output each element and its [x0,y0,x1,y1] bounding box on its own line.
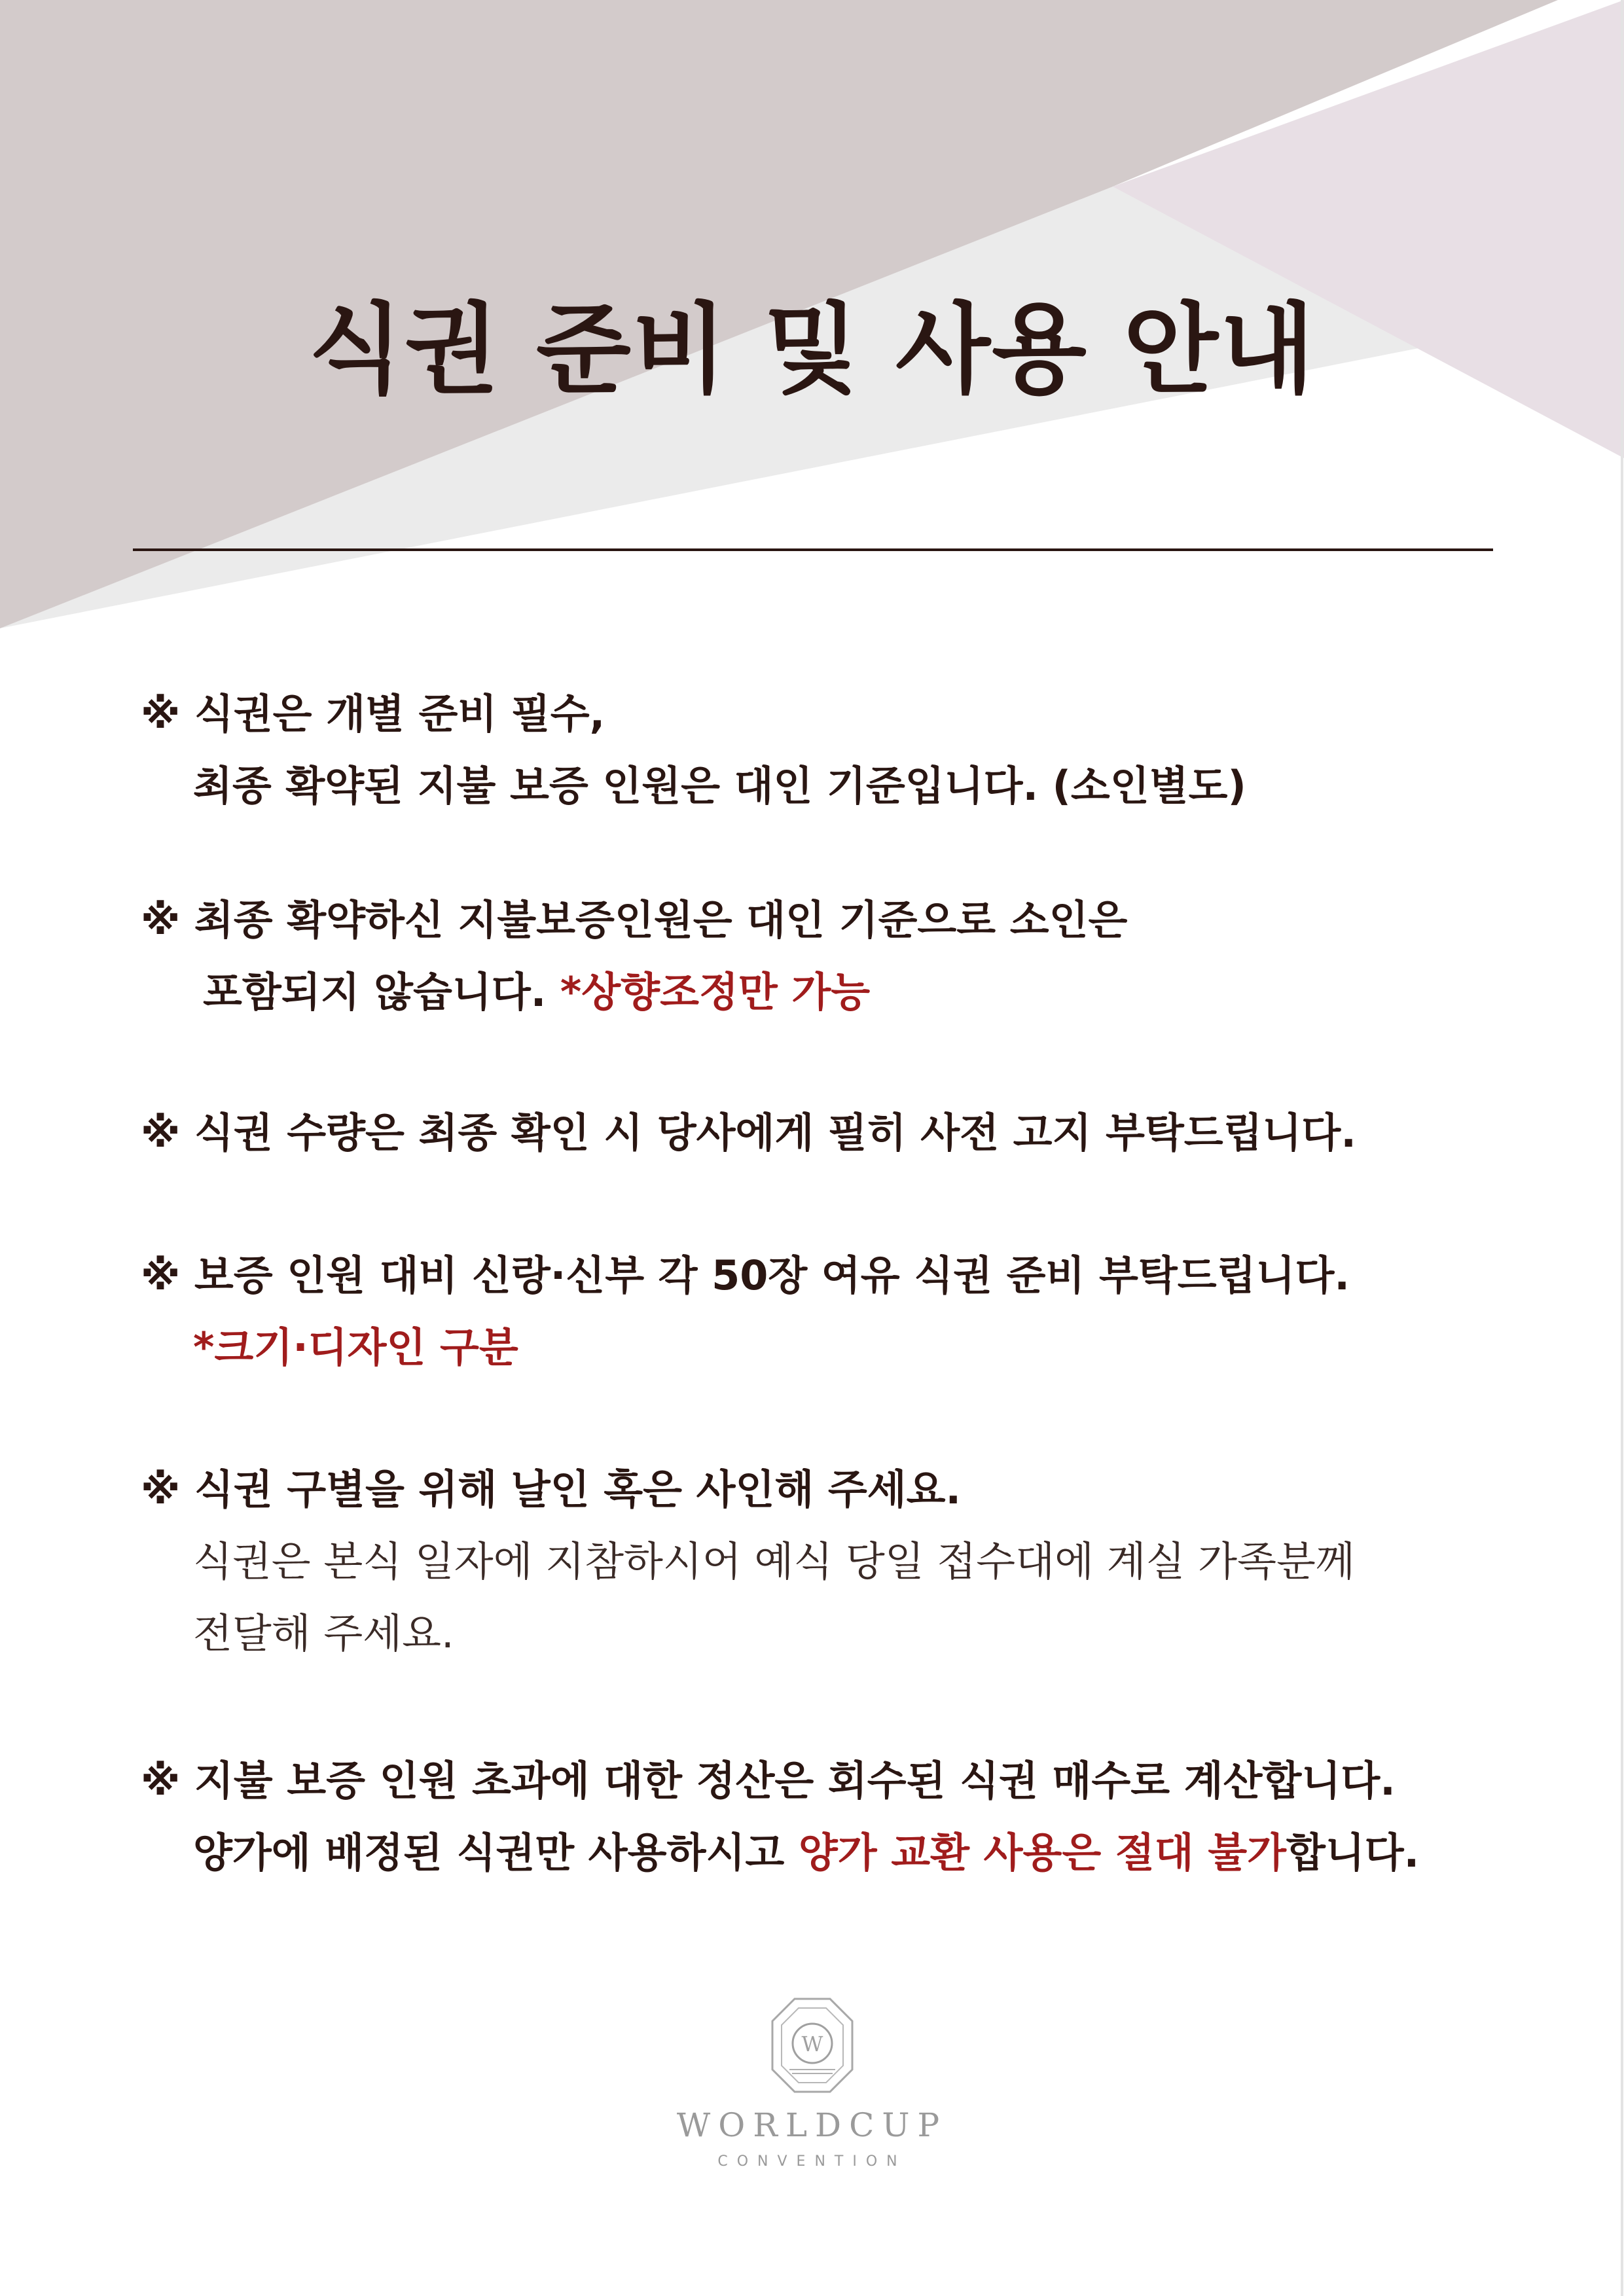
notice-5-line-2: 식권은 본식 일자에 지참하시어 예식 당일 접수대에 계실 가족분께 [193,1537,1355,1585]
title-divider [133,548,1493,551]
notice-2-line-1: ※ 최종 확약하신 지불보증인원은 대인 기준으로 소인은 [141,896,1128,944]
notice-6-highlight: 양가 교환 사용은 절대 불가 [798,1829,1286,1876]
notice-5-line-1: ※ 식권 구별을 위해 날인 혹은 사인해 주세요. [141,1465,962,1513]
octagon-emblem-icon [770,1996,855,2094]
logo-wordmark: WORLDCUP [676,2106,948,2144]
notice-2-text: 포함되지 않습니다. [203,968,560,1016]
notice-6-tail: 합니다. [1286,1829,1420,1876]
emblem-letter: W [801,2032,823,2056]
notice-5-line-3: 전달해 주세요. [193,1609,454,1657]
notice-4-line-1: ※ 보증 인원 대비 신랑·신부 각 50장 여유 식권 준비 부탁드립니다. [141,1251,1350,1299]
logo-subtitle: CONVENTION [717,2153,907,2170]
page-title: 식권 준비 및 사용 안내 [308,293,1316,407]
notice-6-line-1: ※ 지불 보증 인원 초과에 대한 정산은 회수된 식권 매수로 계산합니다. [141,1757,1396,1804]
notice-3-line-1: ※ 식권 수량은 최종 확인 시 당사에게 필히 사전 고지 부탁드립니다. [141,1109,1356,1157]
logo [0,1996,1624,2097]
notice-2-highlight: *상향조정만 가능 [560,968,871,1016]
notice-6-line-2 [193,1829,1420,1876]
notice-1-line-2: 최종 확약된 지불 보증 인원은 대인 기준입니다. (소인별도) [193,762,1246,810]
notice-2-line-2 [203,968,871,1016]
notice-4-highlight: *크기·디자인 구분 [193,1323,518,1371]
notice-6-text: 양가에 배정된 식권만 사용하시고 [193,1829,799,1876]
notice-1-line-1: ※ 식권은 개별 준비 필수, [141,690,605,738]
